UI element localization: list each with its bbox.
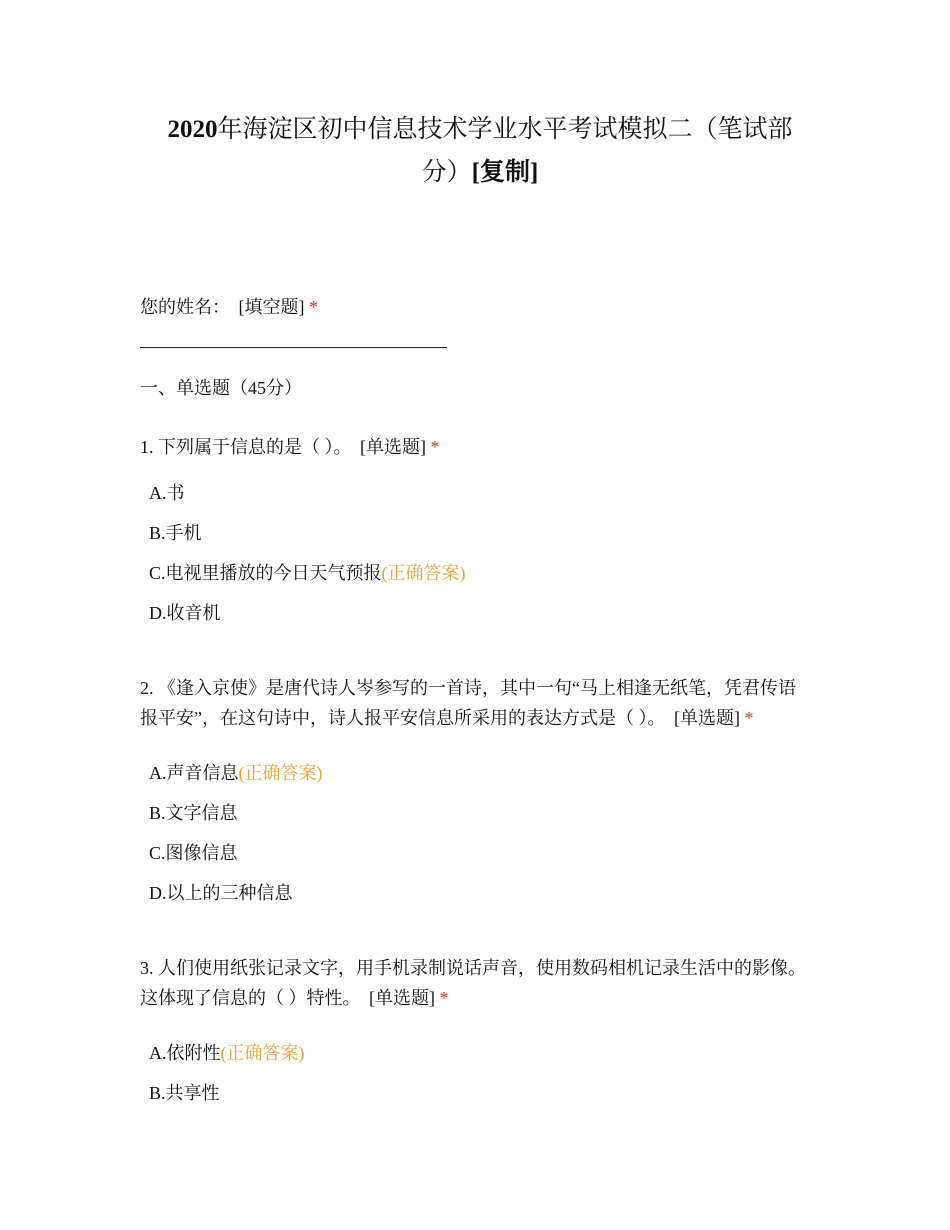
option-label: B.共享性 (149, 1083, 220, 1103)
option-label: A.声音信息 (149, 763, 239, 783)
question-2 (140, 673, 810, 733)
question-3-type: [单选题] (369, 988, 435, 1008)
q1-option-d[interactable] (149, 598, 221, 628)
option-label: C.图像信息 (149, 843, 238, 863)
required-mark: * (439, 988, 449, 1008)
q2-option-d[interactable] (149, 878, 293, 908)
q3-option-b[interactable] (149, 1078, 220, 1108)
page-title (160, 108, 800, 194)
q2-option-a[interactable] (149, 758, 323, 788)
option-label: D.以上的三种信息 (149, 883, 293, 903)
name-question (140, 292, 318, 322)
option-label: B.文字信息 (149, 803, 238, 823)
required-mark: * (744, 708, 754, 728)
question-1-text: 1. 下列属于信息的是（ ）。 (140, 437, 352, 457)
name-input-line[interactable] (140, 347, 447, 348)
question-3-text: 3. 人们使用纸张记录文字，用手机录制说话声音，使用数码相机记录生活中的影像。这体现了信息的（ ）特性。 (140, 958, 806, 1008)
correct-answer-mark: (正确答案) (381, 563, 466, 583)
q1-option-c[interactable] (149, 558, 466, 588)
title-copy-tag: [复制] (471, 159, 539, 186)
correct-answer-mark: (正确答案) (220, 1043, 305, 1063)
option-label: B.手机 (149, 523, 202, 543)
name-question-type: [填空题] (238, 297, 305, 317)
q2-option-c[interactable] (149, 838, 238, 868)
correct-answer-mark: (正确答案) (238, 763, 323, 783)
section-heading: 一、单选题（45分） (140, 378, 302, 398)
option-label: A.依附性 (149, 1043, 221, 1063)
q2-option-b[interactable] (149, 798, 238, 828)
option-label: C.电视里播放的今日天气预报 (149, 563, 382, 583)
name-label: 您的姓名： (140, 297, 230, 317)
question-3 (140, 953, 810, 1013)
q1-option-a[interactable] (149, 478, 185, 508)
question-1 (140, 432, 440, 462)
required-mark: * (430, 437, 440, 457)
title-text: 年海淀区初中信息技术学业水平考试模拟二（笔试部分） (217, 116, 793, 186)
question-1-type: [单选题] (360, 437, 426, 457)
q3-option-a[interactable] (149, 1038, 305, 1068)
title-year: 2020 (167, 116, 218, 143)
option-label: A.书 (149, 483, 185, 503)
option-label: D.收音机 (149, 603, 221, 623)
q1-option-b[interactable] (149, 518, 202, 548)
question-2-type: [单选题] (674, 708, 740, 728)
question-2-text: 2. 《逢入京使》是唐代诗人岑参写的一首诗，其中一句“马上相逢无纸笔，凭君传语报平安”，在这句诗中，诗人报平安信息所采用的表达方式是（ ）。 (140, 678, 796, 728)
required-mark: * (309, 297, 318, 317)
